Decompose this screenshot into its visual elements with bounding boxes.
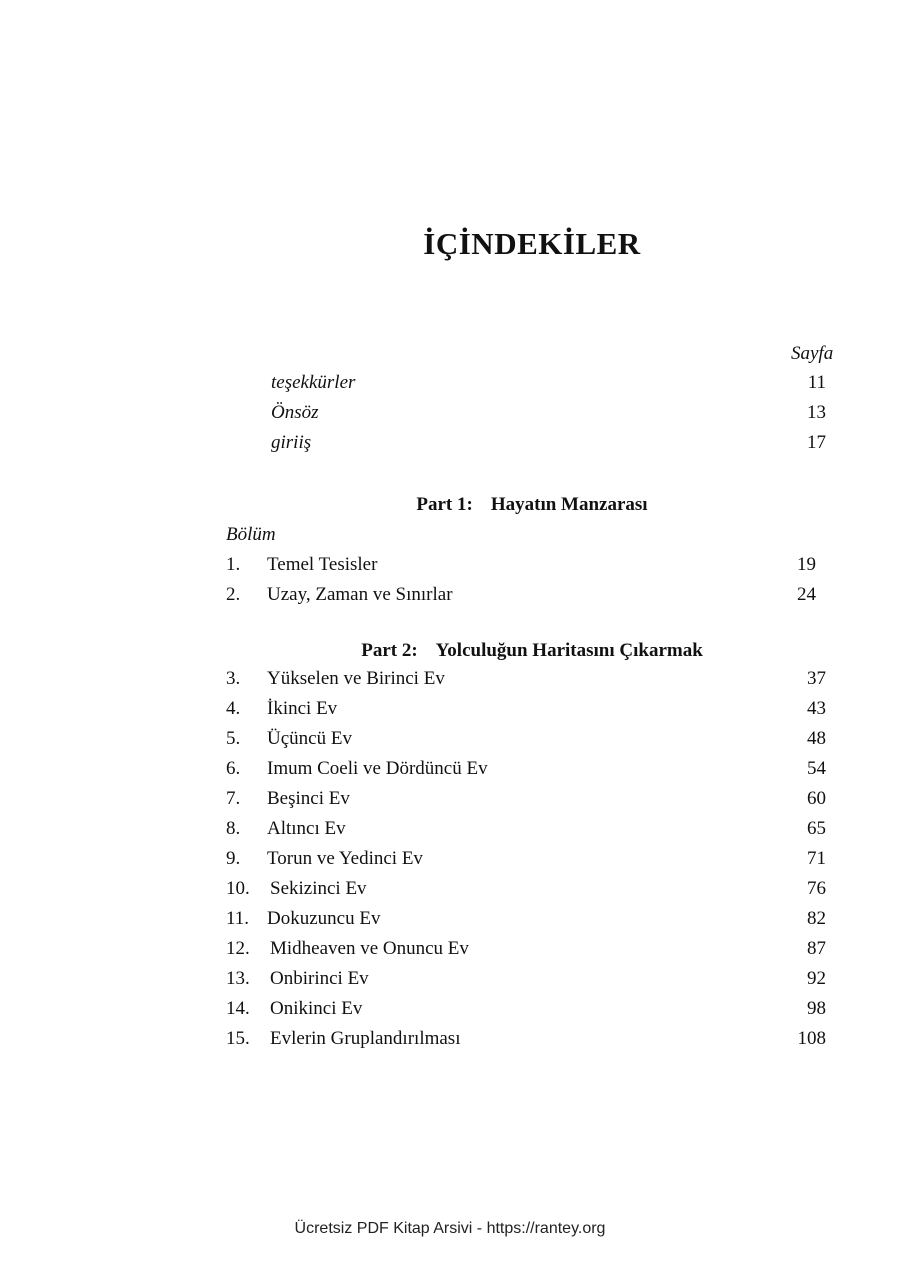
part-name: Yolculuğun Haritasını Çıkarmak <box>435 640 703 661</box>
part-label: Part 1: <box>416 494 473 515</box>
chapter-title: Sekizinci Ev <box>270 878 367 899</box>
chapter-number: 13. <box>226 968 250 989</box>
chapter-title: Torun ve Yedinci Ev <box>267 848 423 869</box>
chapter-number: 14. <box>226 998 250 1019</box>
chapter-title: Onbirinci Ev <box>270 968 369 989</box>
page-column-header: Sayfa <box>791 343 834 364</box>
chapter-page: 37 <box>807 668 826 689</box>
front-matter-page: 13 <box>807 402 826 423</box>
front-matter-label: Önsöz <box>271 402 319 423</box>
chapter-title: Beşinci Ev <box>267 788 350 809</box>
chapter-page: 98 <box>807 998 826 1019</box>
page-title: İÇİNDEKİLER <box>423 226 641 261</box>
chapter-page: 19 <box>797 554 816 575</box>
chapter-number: 15. <box>226 1028 250 1049</box>
chapter-page: 108 <box>797 1028 826 1049</box>
part-heading <box>0 494 900 516</box>
chapter-number: 9. <box>226 848 241 869</box>
toc-entry <box>226 998 826 1028</box>
part-name: Hayatın Manzarası <box>490 494 648 515</box>
chapter-title: Uzay, Zaman ve Sınırlar <box>267 584 453 605</box>
chapter-number: 4. <box>226 698 241 719</box>
front-matter-item <box>271 402 826 432</box>
toc-entry <box>226 848 826 878</box>
footer-watermark: Ücretsiz PDF Kitap Arsivi - https://rantey.org <box>294 1220 606 1237</box>
chapter-number: 10. <box>226 878 250 899</box>
part-label: Part 2: <box>361 640 418 661</box>
chapter-title: Evlerin Gruplandırılması <box>270 1028 461 1049</box>
chapter-page: 71 <box>807 848 826 869</box>
front-matter-item <box>271 432 826 462</box>
chapter-title: Midheaven ve Onuncu Ev <box>270 938 469 959</box>
chapter-page: 60 <box>807 788 826 809</box>
chapter-title: Temel Tesisler <box>267 554 378 575</box>
chapter-page: 76 <box>807 878 826 899</box>
chapter-page: 24 <box>797 584 816 605</box>
toc-entry <box>226 668 826 698</box>
front-matter-item <box>271 372 826 402</box>
part-heading <box>0 640 900 662</box>
toc-entry <box>226 728 826 758</box>
chapter-title: Dokuzuncu Ev <box>267 908 381 929</box>
front-matter-page: 11 <box>807 372 826 393</box>
toc-entry <box>226 908 826 938</box>
chapter-title: İkinci Ev <box>267 698 338 719</box>
front-matter-page: 17 <box>807 432 826 453</box>
chapter-number: 2. <box>226 584 241 605</box>
chapter-title: Imum Coeli ve Dördüncü Ev <box>267 758 488 779</box>
chapter-title: Onikinci Ev <box>270 998 363 1019</box>
chapter-number: 12. <box>226 938 250 959</box>
chapter-page: 82 <box>807 908 826 929</box>
chapter-page: 65 <box>807 818 826 839</box>
chapter-title: Üçüncü Ev <box>267 728 352 749</box>
toc-entry <box>226 1028 826 1058</box>
front-matter-label: giriiş <box>271 432 312 453</box>
section-label: Bölüm <box>226 524 276 545</box>
toc-entry <box>226 878 826 908</box>
front-matter-label: teşekkürler <box>271 372 356 393</box>
chapter-number: 3. <box>226 668 241 689</box>
chapter-number: 1. <box>226 554 241 575</box>
toc-entry <box>226 968 826 998</box>
chapter-number: 11. <box>226 908 250 929</box>
toc-entry <box>226 758 826 788</box>
toc-entry <box>226 938 826 968</box>
chapter-page: 54 <box>807 758 826 779</box>
chapter-page: 92 <box>807 968 826 989</box>
chapter-title: Yükselen ve Birinci Ev <box>267 668 445 689</box>
toc-entry <box>226 818 826 848</box>
toc-entry <box>226 788 826 818</box>
chapter-number: 7. <box>226 788 241 809</box>
chapter-page: 87 <box>807 938 826 959</box>
chapter-title: Altıncı Ev <box>267 818 346 839</box>
toc-entry <box>226 554 816 584</box>
chapter-number: 5. <box>226 728 241 749</box>
chapter-page: 48 <box>807 728 826 749</box>
chapter-number: 6. <box>226 758 241 779</box>
chapter-page: 43 <box>807 698 826 719</box>
toc-entry <box>226 584 816 614</box>
chapter-number: 8. <box>226 818 241 839</box>
toc-entry <box>226 698 826 728</box>
